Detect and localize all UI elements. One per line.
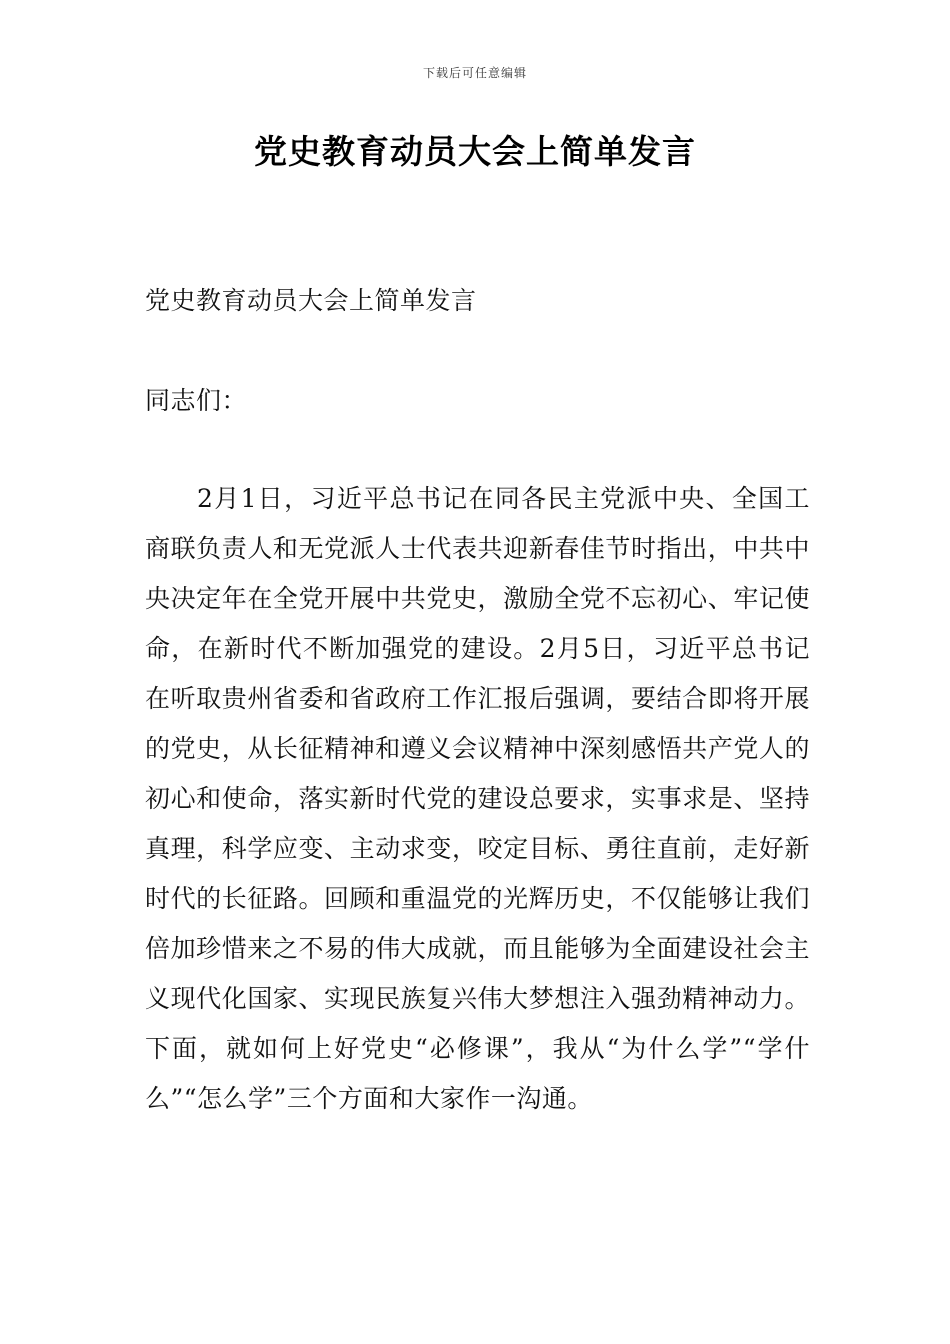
page-title: 党史教育动员大会上简单发言 <box>254 132 696 171</box>
body-paragraph: 2月1日，习近平总书记在同各民主党派中央、全国工商联负责人和无党派人士代表共迎新春佳节时指出，中共中央决定年在全党开展中共党史，激励全党不忘初心、牢记使命，在新时代不断加强党的建设。2月5日，习近平总书记在听取贵州省委和省政府工作汇报后强调，要结合即将开展的党史，从长征精神和遵义会议精神中深刻感悟共产党人的初心和使命，落实新时代党的建设总要求，实事求是、坚持真理，科学应变、主动求变，咬定目标、勇往直前，走好新时代的长征路。回顾和重温党的光辉历史，不仅能够让我们倍加珍惜来之不易的伟大成就，而且能够为全面建设社会主义现代化国家、实现民族复兴伟大梦想注入强劲精神动力。下面，就如何上好党史“必修课”，我从“为什么学”“学什么”“怎么学”三个方面和大家作一沟通。 <box>145 484 810 1113</box>
header-note: 下载后可任意编辑 <box>422 66 527 80</box>
salutation: 同志们： <box>145 386 248 415</box>
document-subtitle: 党史教育动员大会上简单发言 <box>145 286 477 315</box>
